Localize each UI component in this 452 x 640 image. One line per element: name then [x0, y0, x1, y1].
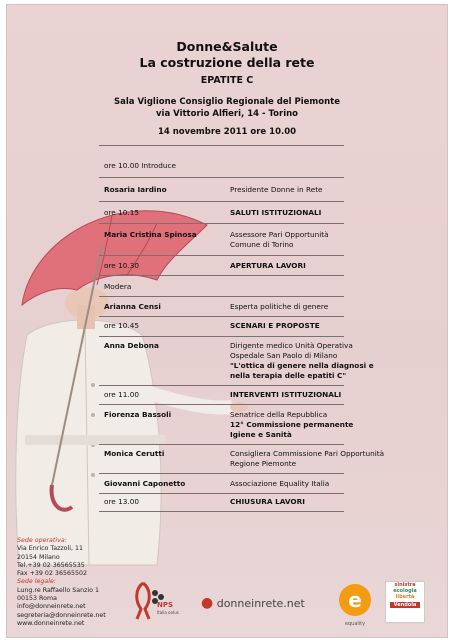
talk-title: "L'ottica di genere nella diagnosi e — [230, 361, 374, 370]
divider — [99, 493, 344, 494]
divider — [99, 275, 344, 276]
title-line-2: La costruzione della rete — [139, 55, 315, 70]
session-title: APERTURA LAVORI — [230, 261, 306, 270]
nps-ribbon-icon — [125, 579, 185, 623]
divider — [99, 316, 344, 317]
address-line: 20154 Milano — [17, 553, 60, 561]
sel-line-1: sinistra — [394, 582, 416, 588]
speaker-name: Rosaria Iardino — [104, 185, 167, 194]
address-line: Lung.re Raffaello Sanzio 1 — [17, 586, 99, 594]
speaker-role: Regione Piemonte — [230, 459, 297, 468]
program-time: ore 10.30 — [104, 261, 140, 270]
speaker-name: Arianna Censi — [104, 302, 161, 311]
fax-line: Fax +39 02 36565502 — [17, 570, 87, 578]
speaker-role: Consigliera Commissione Pari Opportunità — [230, 449, 385, 458]
program-time: ore 10.00 Introduce — [104, 161, 177, 170]
event-date: 14 novembre 2011 ore 10.00 — [157, 127, 297, 137]
speaker-name: Anna Debona — [104, 341, 159, 350]
speaker-name: Giovanni Caponetto — [104, 479, 186, 488]
donneinrete-mark-icon: ● — [201, 595, 214, 611]
session-title: SCENARI E PROPOSTE — [230, 321, 320, 330]
speaker-role: Presidente Donne in Rete — [230, 185, 323, 194]
operative-office-label: Sede operativa: — [17, 537, 67, 544]
speaker-role: Senatrice della Repubblica — [230, 410, 328, 419]
divider — [99, 404, 344, 405]
sel-line-2: ecologia — [393, 588, 417, 594]
moderator-label: Modera — [104, 282, 132, 291]
sel-name: Vendola — [390, 602, 420, 608]
subtitle: EPATITE C — [200, 75, 254, 86]
program-time: ore 13.00 — [104, 497, 140, 506]
contact-block — [17, 537, 106, 628]
speaker-role: Associazione Equality Italia — [230, 479, 330, 488]
event-flyer — [6, 4, 448, 638]
divider — [99, 385, 344, 386]
sel-logo — [385, 581, 425, 623]
speaker-name: Monica Cerutti — [104, 449, 165, 458]
session-title: CHIUSURA LAVORI — [230, 497, 305, 506]
speaker-role: Igiene e Sanità — [230, 430, 292, 439]
equality-logo — [338, 583, 372, 627]
nps-logo — [125, 579, 185, 623]
speaker-name: Fiorenza Bassoli — [104, 410, 172, 419]
divider — [99, 296, 344, 297]
speaker-role: Dirigente medico Unità Operativa — [230, 341, 353, 350]
speaker-role: Esperta politiche di genere — [230, 302, 329, 311]
phone-line: Tel.+39 02 36565535 — [17, 561, 85, 569]
divider — [99, 255, 344, 256]
title-line-1: Donne&Salute — [176, 39, 278, 54]
svg-text:e: e — [348, 588, 362, 612]
program-time: ore 11.00 — [104, 390, 140, 399]
address-line: Via Enrico Tazzoli, 11 — [17, 545, 84, 553]
legal-office-label: Sede legale: — [17, 578, 56, 586]
divider — [99, 511, 344, 512]
venue-line-2: via Vittorio Alfieri, 14 - Torino — [156, 109, 298, 119]
website-link[interactable]: www.donneinrete.net — [17, 619, 85, 627]
address-line: 00153 Roma — [17, 595, 57, 603]
donneinrete-logo — [201, 595, 305, 611]
divider — [99, 336, 344, 337]
nps-sub: Italia onlus — [157, 610, 179, 615]
speaker-name: Maria Cristina Spinosa — [104, 230, 197, 239]
program-time: ore 10.15 — [104, 208, 140, 217]
divider — [99, 201, 344, 202]
speaker-role: 12° Commissione permanente — [230, 420, 354, 429]
speaker-role: Assessore Pari Opportunità — [230, 230, 329, 239]
equality-label: equality — [344, 621, 366, 627]
talk-title: nella terapia delle epatiti C" — [230, 371, 347, 380]
divider — [99, 444, 344, 445]
program-time: ore 10.45 — [104, 321, 140, 330]
divider — [99, 145, 344, 146]
nps-label: NPS — [157, 601, 174, 609]
session-title: INTERVENTI ISTITUZIONALI — [230, 390, 342, 399]
divider — [99, 473, 344, 474]
email-link[interactable]: segreteria@donneinrete.net — [17, 611, 106, 619]
divider — [99, 223, 344, 224]
session-title: SALUTI ISTITUZIONALI — [230, 208, 322, 217]
divider — [99, 177, 344, 178]
venue-line-1: Sala Viglione Consiglio Regionale del Piemonte — [114, 97, 340, 107]
equality-e-icon — [338, 583, 372, 617]
speaker-role: Comune di Torino — [230, 240, 294, 249]
sel-line-3: libertà — [395, 594, 415, 600]
speaker-role: Ospedale San Paolo di Milano — [230, 351, 338, 360]
donneinrete-label: donneinrete.net — [216, 597, 305, 610]
email-link[interactable]: info@donneinrete.net — [17, 603, 86, 611]
